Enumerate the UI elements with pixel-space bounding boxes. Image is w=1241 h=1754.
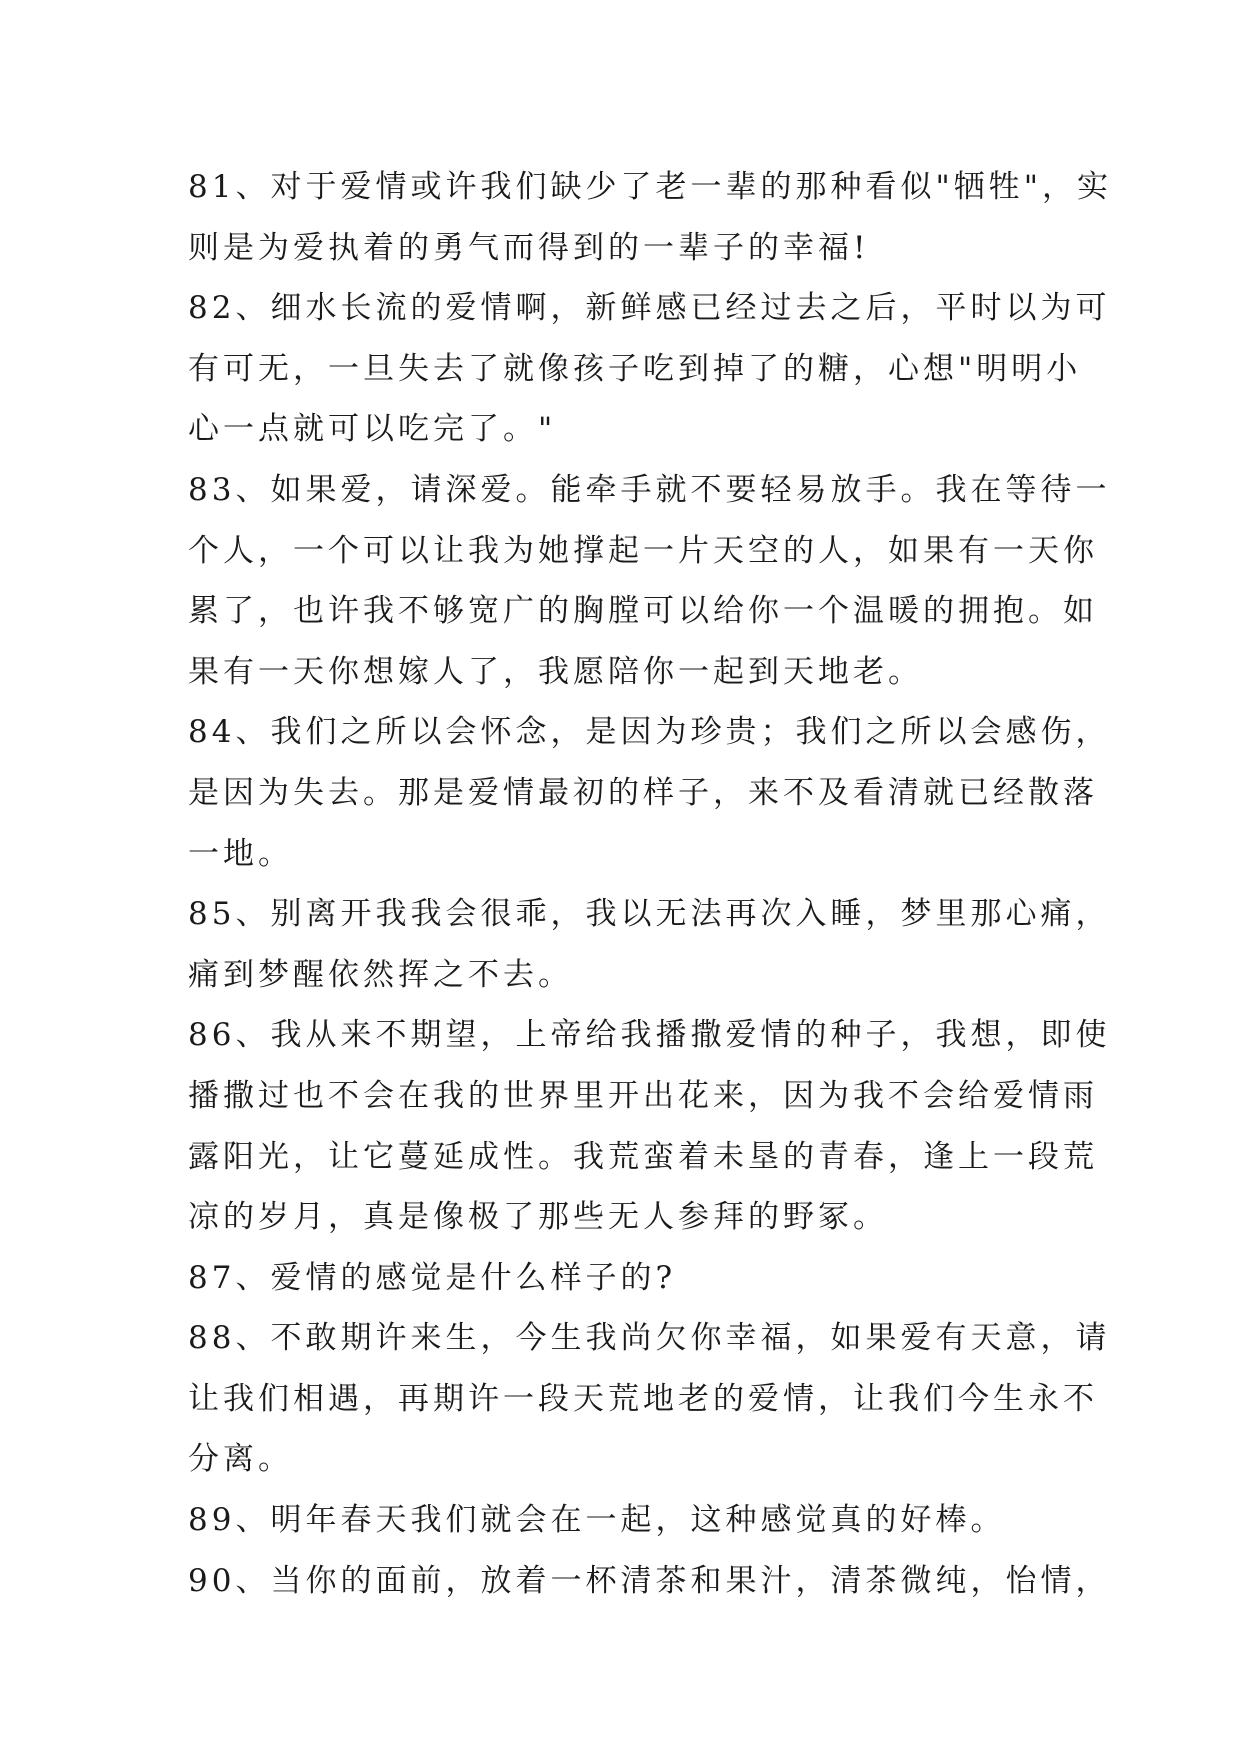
text-line: 个人，一个可以让我为她撑起一片天空的人，如果有一天你 — [188, 532, 1098, 569]
text-line: 85、别离开我我会很乖，我以无法再次入睡，梦里那心痛， — [188, 896, 1111, 933]
text-line: 累了，也许我不够宽广的胸膛可以给你一个温暖的拥抱。如 — [188, 593, 1098, 630]
text-line: 凉的岁月，真是像极了那些无人参拜的野冢。 — [188, 1199, 888, 1236]
text-line: 88、不敢期许来生，今生我尚欠你幸福，如果爱有天意，请 — [188, 1320, 1111, 1357]
text-line: 心一点就可以吃完了。" — [188, 411, 557, 448]
text-line: 痛到梦醒依然挥之不去。 — [188, 956, 573, 993]
text-line: 分离。 — [188, 1441, 293, 1478]
text-line: 82、细水长流的爱情啊，新鲜感已经过去之后，平时以为可 — [188, 290, 1111, 327]
text-line: 播撒过也不会在我的世界里开出花来，因为我不会给爱情雨 — [188, 1077, 1098, 1114]
text-line: 一地。 — [188, 835, 293, 872]
text-line: 81、对于爱情或许我们缺少了老一辈的那种看似"牺牲"，实 — [188, 169, 1112, 205]
text-line: 90、当你的面前，放着一杯清茶和果汁，清茶微纯，怡情， — [188, 1562, 1111, 1599]
text-line: 87、爱情的感觉是什么样子的? — [188, 1259, 677, 1296]
text-line: 果有一天你想嫁人了，我愿陪你一起到天地老。 — [188, 653, 923, 690]
text-line: 露阳光，让它蔓延成性。我荒蛮着未垦的青春，逢上一段荒 — [188, 1138, 1098, 1175]
text-line: 89、明年春天我们就会在一起，这种感觉真的好棒。 — [188, 1502, 1006, 1539]
text-line: 让我们相遇，再期许一段天荒地老的爱情，让我们今生永不 — [188, 1380, 1098, 1417]
text-line: 83、如果爱，请深爱。能牵手就不要轻易放手。我在等待一 — [188, 471, 1111, 508]
text-line: 是因为失去。那是爱情最初的样子，来不及看清就已经散落 — [188, 774, 1098, 811]
text-line: 则是为爱执着的勇气而得到的一辈子的幸福! — [188, 229, 870, 266]
document-body — [188, 157, 1112, 1611]
text-line: 86、我从来不期望，上帝给我播撒爱情的种子，我想，即使 — [188, 1017, 1111, 1054]
text-line: 84、我们之所以会怀念，是因为珍贵；我们之所以会感伤， — [188, 714, 1111, 751]
text-line: 有可无，一旦失去了就像孩子吃到掉了的糖，心想"明明小 — [188, 350, 1082, 387]
